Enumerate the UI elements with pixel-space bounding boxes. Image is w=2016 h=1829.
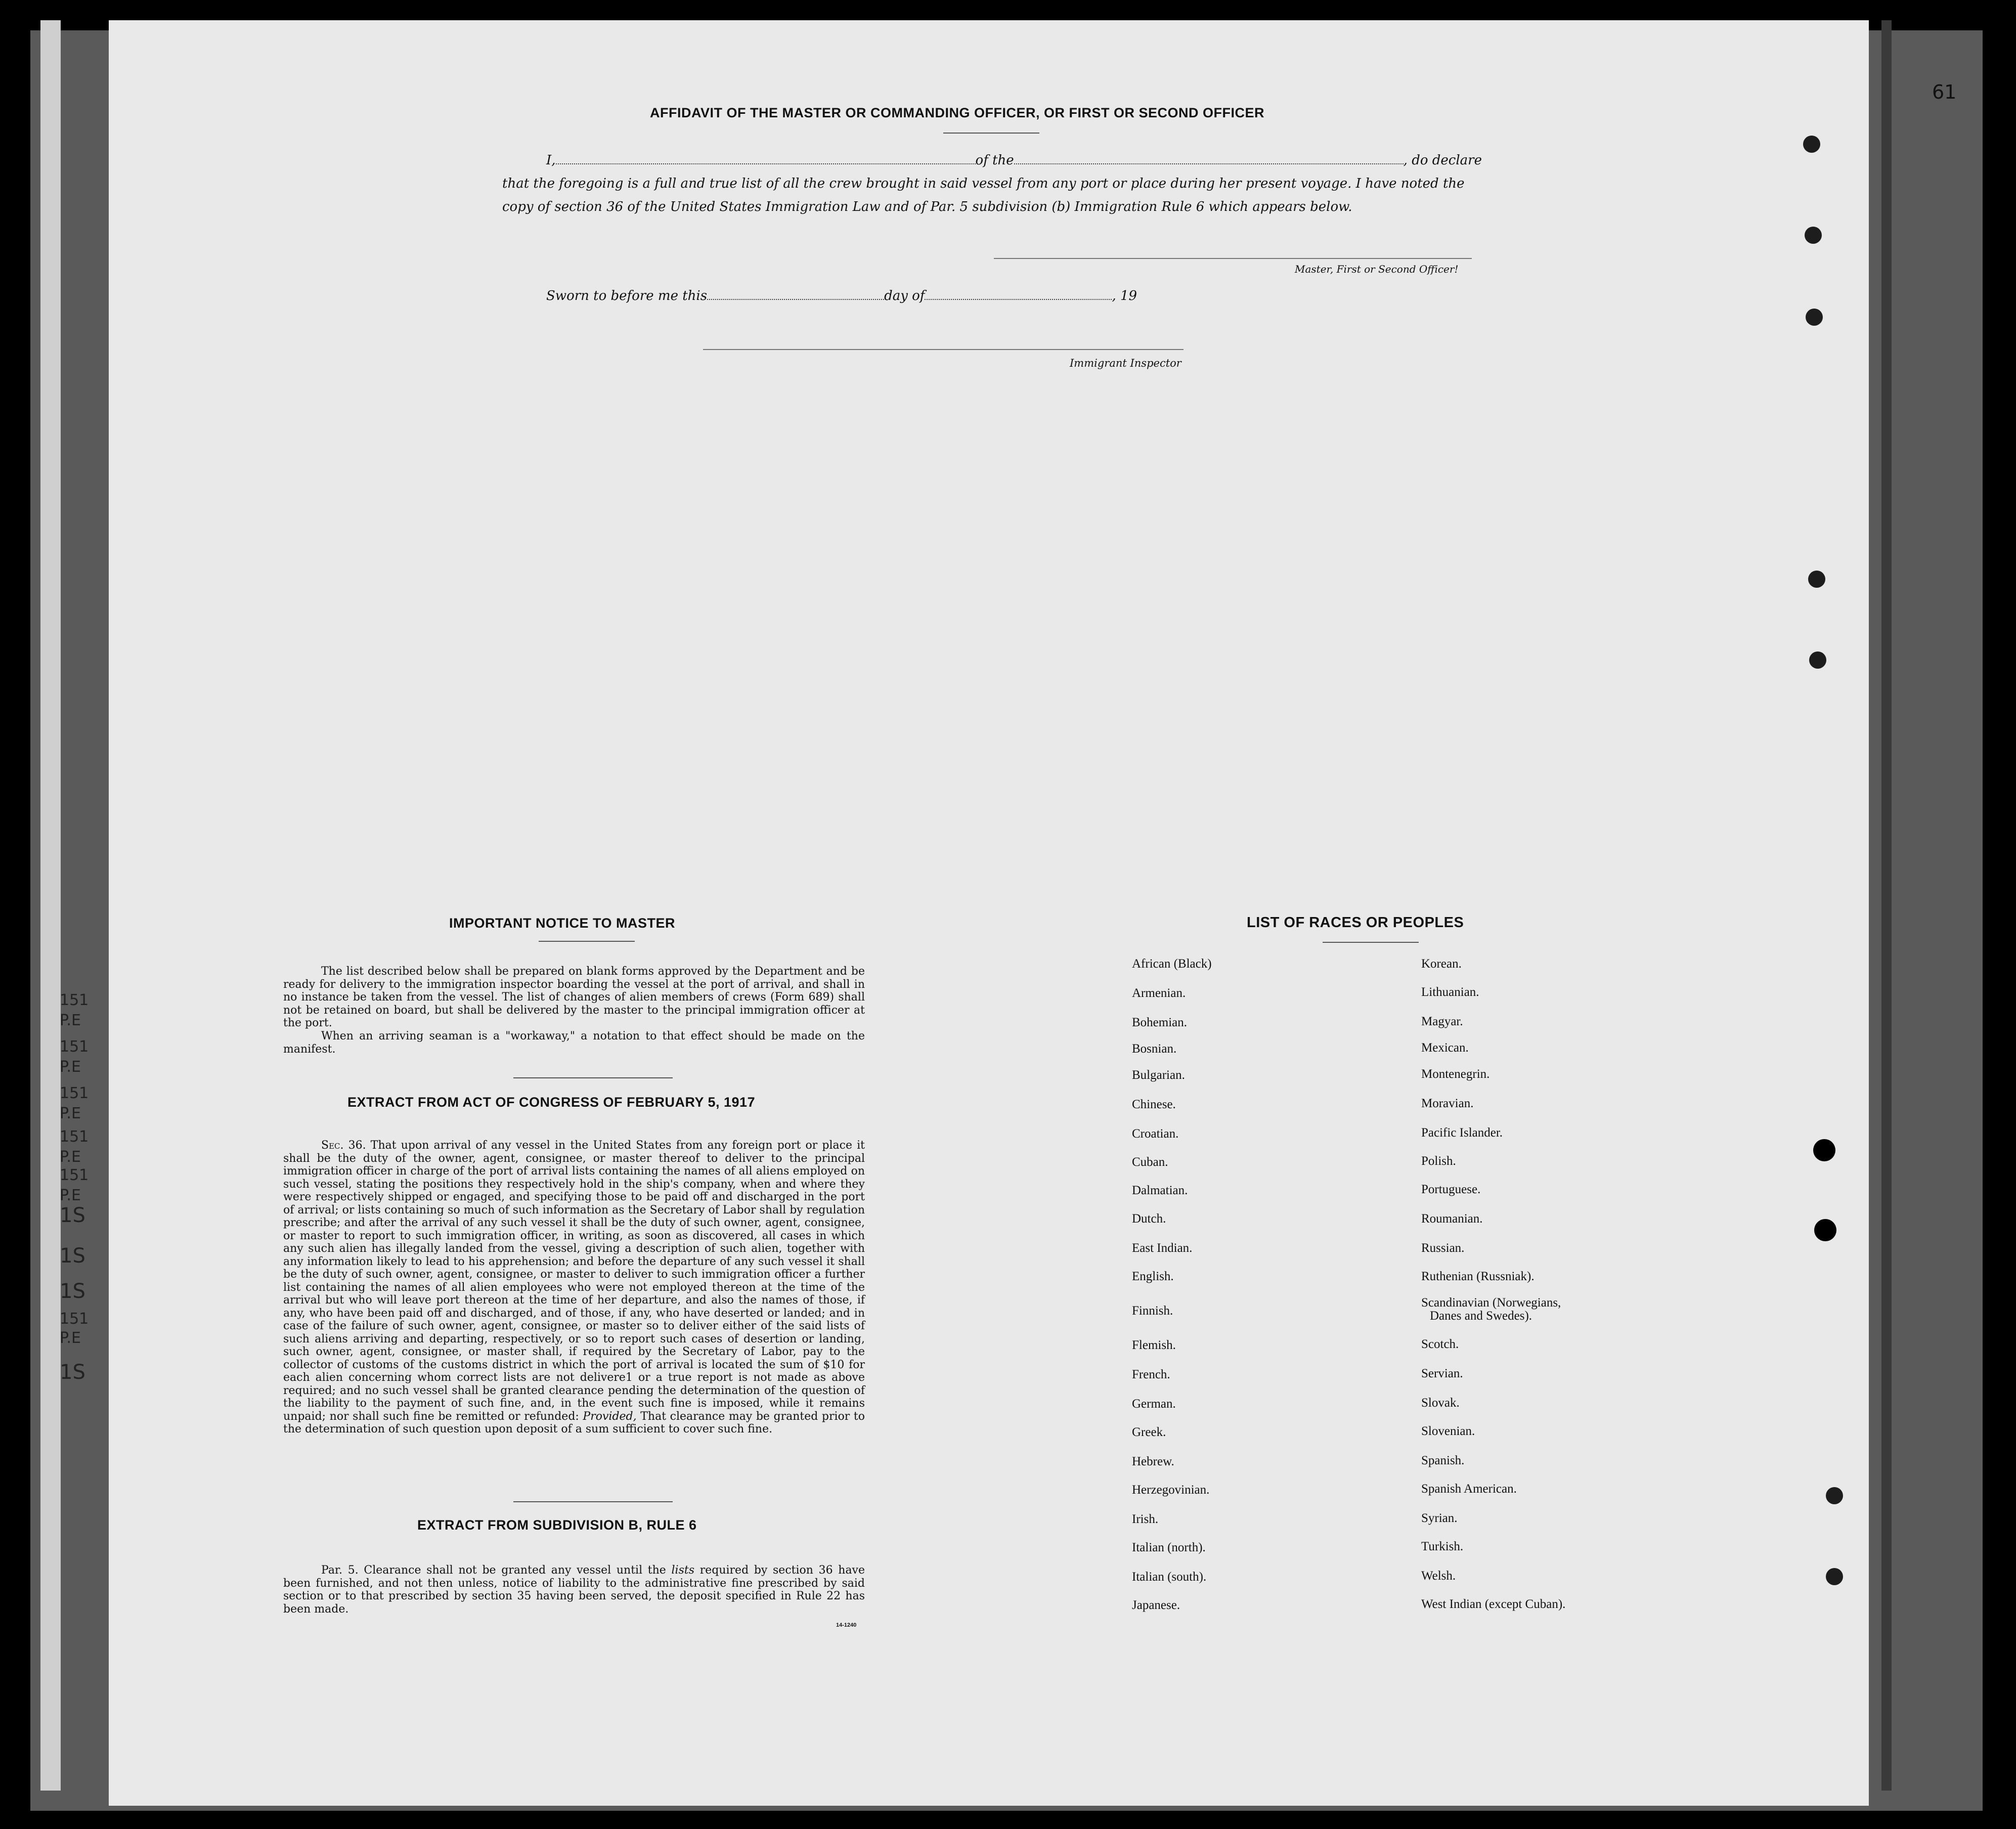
punch-hole <box>1813 1139 1835 1161</box>
margin-note: 151 <box>60 1128 89 1146</box>
margin-note: 1S <box>60 1361 85 1384</box>
margin-note: 1S <box>60 1204 85 1227</box>
race-item: Mexican. <box>1421 1041 1469 1055</box>
race-item: Bohemian. <box>1132 1016 1188 1029</box>
page-number-handwritten: 61 <box>1932 81 1957 103</box>
rule-extract-title: EXTRACT FROM SUBDIVISION B, RULE 6 <box>417 1517 697 1533</box>
form-number: 14-1240 <box>836 1622 857 1628</box>
lists-word: lists <box>671 1564 695 1577</box>
margin-note: P.E <box>60 1058 81 1076</box>
race-item: Ruthenian (Russniak). <box>1421 1270 1535 1283</box>
margin-note: 1S <box>60 1280 85 1303</box>
race-item: Servian. <box>1421 1367 1463 1380</box>
race-item: Herzegovinian. <box>1132 1483 1210 1497</box>
right-binding-edge <box>1881 20 1892 1791</box>
affidavit-line-3: copy of section 36 of the United States Immigration Law and of Par. 5 subdivision (b) Immigration Rule 6 which appears below. <box>502 199 1352 214</box>
margin-note: P.E <box>60 1148 81 1166</box>
race-item: Pacific Islander. <box>1421 1126 1503 1140</box>
left-binding-edge <box>40 20 61 1791</box>
sworn-day-blank <box>707 298 884 300</box>
race-item: East Indian. <box>1132 1241 1193 1255</box>
name-blank <box>556 163 976 164</box>
race-item: Croatian. <box>1132 1127 1179 1141</box>
margin-note: P.E <box>60 1329 81 1347</box>
margin-note: P.E <box>60 1187 81 1204</box>
margin-note: P.E <box>60 1105 81 1122</box>
affidavit-line-2: that the foregoing is a full and true list of all the crew brought in said vessel from any port or place during her present voyage. I have noted the <box>502 176 1465 191</box>
punch-hole <box>1805 227 1822 244</box>
race-item: Cuban. <box>1132 1155 1168 1169</box>
race-item: Montenegrin. <box>1421 1067 1490 1081</box>
section-divider-2 <box>513 1501 673 1502</box>
punch-hole <box>1814 1219 1836 1241</box>
affidavit-do-declare-label: , do declare <box>1403 153 1482 168</box>
race-item: Armenian. <box>1132 986 1186 1000</box>
sworn-label: Sworn to before me this <box>546 288 708 303</box>
document-page <box>109 20 1869 1806</box>
rule-body-b: required by section 36 have been furnished, and not then unless, notice of liability to the administrative fine prescribed by said section or to that prescribed by section 35 having been served, the deposit specified in Rule 22 has been made. <box>283 1564 865 1616</box>
race-item: Syrian. <box>1421 1511 1458 1525</box>
affidavit-i-label: I, <box>546 153 556 168</box>
race-item: Japanese. <box>1132 1598 1180 1612</box>
sworn-line <box>546 288 1137 303</box>
race-item: Turkish. <box>1421 1540 1464 1553</box>
race-item: West Indian (except Cuban). <box>1421 1597 1566 1611</box>
races-divider <box>1323 942 1419 943</box>
race-item: Italian (north). <box>1132 1541 1206 1554</box>
races-title: LIST OF RACES OR PEOPLES <box>1247 914 1464 931</box>
race-item: Hebrew. <box>1132 1455 1174 1468</box>
section-divider <box>513 1077 673 1078</box>
race-item: Italian (south). <box>1132 1570 1207 1584</box>
notice-paragraph-1: The list described below shall be prepared on blank forms approved by the Department and be ready for delivery to the immigration inspector boarding the vessel at the port of arrival, and shall in no instance be taken from the vessel. The list of changes of alien members of crews (Form 689) shall not be retained on board, but shall be delivered by the master to the principal immigration officer at the port. <box>283 965 865 1029</box>
race-item: Welsh. <box>1421 1569 1456 1583</box>
margin-note: 151 <box>60 991 89 1009</box>
master-signature-line <box>994 258 1472 259</box>
race-item: Spanish. <box>1421 1454 1465 1467</box>
punch-hole <box>1803 136 1820 153</box>
race-item: Lithuanian. <box>1421 985 1479 999</box>
margin-note: 151 <box>60 1166 89 1184</box>
race-item: Dalmatian. <box>1132 1184 1188 1197</box>
rule-extract-text <box>283 1564 865 1616</box>
margin-note: 151 <box>60 1084 89 1102</box>
race-item: French. <box>1132 1368 1170 1381</box>
race-item: Bosnian. <box>1132 1042 1177 1056</box>
punch-hole <box>1806 309 1823 326</box>
vessel-blank <box>1014 163 1404 164</box>
race-item: Russian. <box>1421 1241 1465 1255</box>
margin-note: 1S <box>60 1244 85 1268</box>
race-item: Irish. <box>1132 1512 1159 1526</box>
rule-body-a: Par. 5. Clearance shall not be granted any vessel until the <box>321 1564 666 1577</box>
section-label: Sec. 36. <box>321 1139 366 1152</box>
race-item: Slovak. <box>1421 1396 1460 1410</box>
inspector-label: Immigrant Inspector <box>1070 357 1181 369</box>
race-item: Magyar. <box>1421 1015 1463 1028</box>
race-item: Scandinavian (Norwegians, <box>1421 1296 1561 1310</box>
punch-hole <box>1826 1568 1843 1585</box>
act-body-end: That clearance may be granted prior to the determination of such question upon deposit of a sum sufficient to cover such fine. <box>283 1410 865 1435</box>
race-item: English. <box>1132 1270 1174 1283</box>
race-item: Slovenian. <box>1421 1424 1475 1438</box>
notice-paragraph-2: When an arriving seaman is a "workaway," a notation to that effect should be made on the manifest. <box>283 1030 865 1056</box>
sworn-month-blank <box>925 298 1112 300</box>
affidavit-title: AFFIDAVIT OF THE MASTER OR COMMANDING OFFICER, OR FIRST OR SECOND OFFICER <box>650 105 1264 120</box>
race-item: Korean. <box>1421 957 1462 971</box>
race-item: Flemish. <box>1132 1338 1176 1352</box>
race-item: Dutch. <box>1132 1212 1166 1226</box>
race-item: Chinese. <box>1132 1098 1176 1111</box>
race-item: Moravian. <box>1421 1097 1474 1110</box>
race-item: Portuguese. <box>1421 1183 1481 1196</box>
master-signature-label: Master, First or Second Officer! <box>1295 263 1459 275</box>
affidavit-line-1 <box>546 153 1482 168</box>
race-item: Bulgarian. <box>1132 1068 1185 1082</box>
day-of-label: day of <box>884 288 925 303</box>
race-item: Spanish American. <box>1421 1482 1517 1496</box>
provided-word: Provided, <box>583 1410 637 1423</box>
race-item: German. <box>1132 1397 1176 1411</box>
race-item: Polish. <box>1421 1154 1456 1168</box>
punch-hole <box>1826 1487 1843 1504</box>
race-item-continued: Danes and Swedes). <box>1430 1309 1532 1323</box>
margin-note: 151 <box>60 1038 89 1056</box>
title-divider <box>943 133 1039 134</box>
race-item: Scotch. <box>1421 1337 1459 1351</box>
inspector-signature-line <box>703 349 1184 350</box>
act-extract-text <box>283 1139 865 1436</box>
margin-note: P.E <box>60 1012 81 1029</box>
race-item: African (Black) <box>1132 957 1212 971</box>
affidavit-of-the-label: of the <box>975 153 1014 168</box>
punch-hole <box>1808 571 1825 588</box>
margin-note: 151 <box>60 1310 89 1328</box>
notice-title: IMPORTANT NOTICE TO MASTER <box>449 916 675 931</box>
race-item: Roumanian. <box>1421 1212 1483 1226</box>
act-extract-title: EXTRACT FROM ACT OF CONGRESS OF FEBRUARY 5, 1917 <box>347 1095 756 1110</box>
race-item: Finnish. <box>1132 1304 1173 1318</box>
notice-divider <box>539 941 635 942</box>
year-label: , 19 <box>1112 288 1137 303</box>
punch-hole <box>1809 651 1826 669</box>
race-item: Greek. <box>1132 1425 1166 1439</box>
act-body: That upon arrival of any vessel in the United States from any foreign port or place it shall be the duty of the owner, agent, consignee, or master thereof to deliver to the principal immigration officer in charge of the port of arrival lists containing the names of all aliens employed on such vessel, stating the positions they respectively hold in the ship's company, when and where they were respectively shipped or engaged, and specifying those to be paid off and discharged in the port of arrival; or lists containing so much of such information as the Secretary of Labor shall by regulation prescribe; and after the arrival of any such vessel it shall be the duty of such owner, agent, consignee, or master to report to such immigration officer, in writing, as soon as discovered, all cases in which any such alien has illegally landed from the vessel, giving a description of such alien, together with any information likely to lead to his apprehension; and before the departure of any such vessel it shall be the duty of such owner, agent, consignee, or master to deliver to such immigration officer a further list containing the names of all alien employees who were not employed thereon at the time of the arrival but who will leave port thereon at the time of her departure, and also the names of those, if any, who have been paid off and discharged, and of those, if any, who have deserted or landed; and in case of the failure of such owner, agent, consignee, or master so to deliver either of the said lists of such aliens arriving and departing, respectively, or so to report such cases of desertion or landing, such owner, agent, consignee, or master shall, if required by the Secretary of Labor, pay to the collector of customs of the customs district in which the port of arrival is located the sum of $10 for each alien concerning whom correct lists are not delivere1 or a true report is not made as above required; and no such vessel shall be granted clearance pending the determination of the question of the liability to the payment of such fine, and, in the event such fine is imposed, while it remains unpaid; nor shall such fine be remitted or refunded: <box>283 1139 865 1423</box>
